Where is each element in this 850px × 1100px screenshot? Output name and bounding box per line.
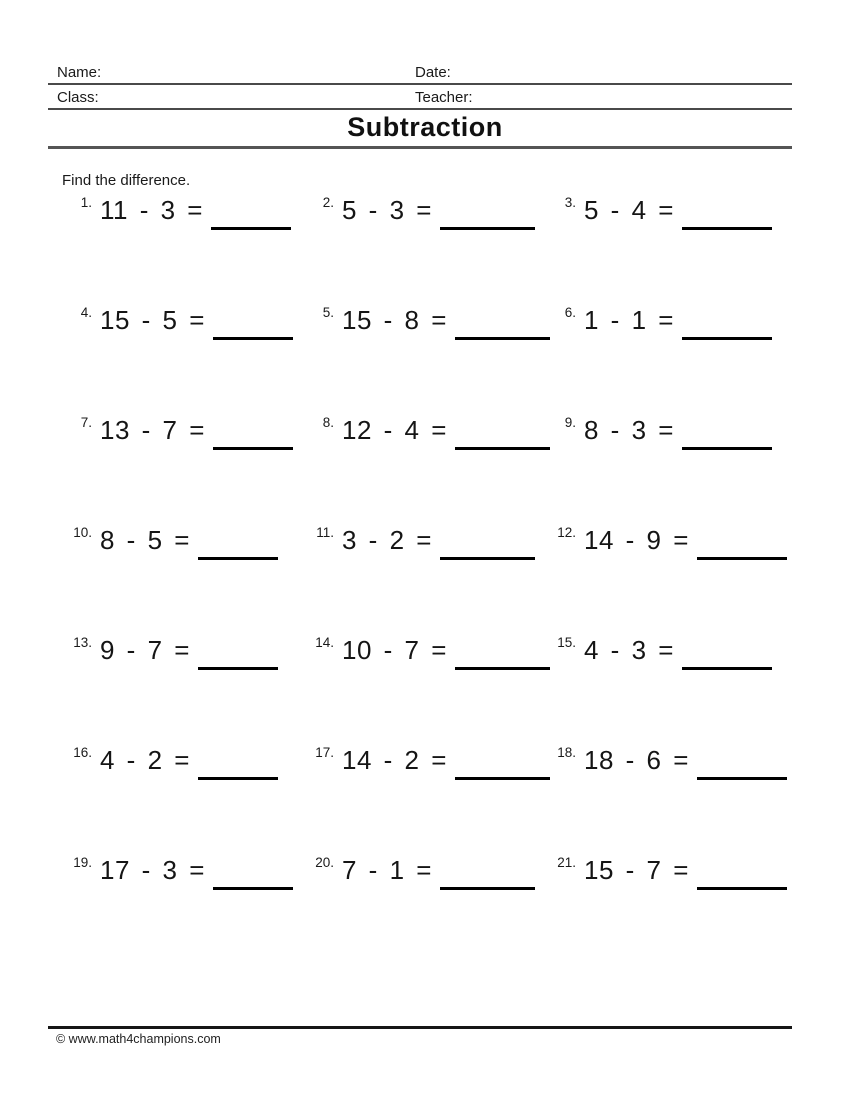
problem-item (64, 415, 306, 525)
footer-rule (48, 1026, 792, 1029)
answer-blank (213, 337, 293, 340)
title-rule (48, 146, 792, 149)
problem-number: 4. (80, 305, 92, 320)
problem-number: 7. (80, 415, 92, 430)
problem-expression: 8 - 5 = (100, 525, 190, 555)
problem-number: 17. (315, 745, 334, 760)
problem-number: 13. (73, 635, 92, 650)
problem-expression: 5 - 4 = (584, 195, 674, 225)
answer-blank (682, 667, 772, 670)
date-label: Date: (415, 64, 451, 81)
problem-number: 14. (315, 635, 334, 650)
answer-blank (682, 447, 772, 450)
name-label: Name: (57, 64, 102, 81)
copyright-text: © www.math4champions.com (56, 1032, 221, 1046)
problem-expression: 12 - 4 = (342, 415, 447, 445)
answer-blank (455, 667, 550, 670)
answer-blank (440, 227, 535, 230)
answer-blank (697, 887, 787, 890)
problem-item (548, 305, 790, 415)
teacher-label: Teacher: (415, 89, 473, 106)
name-date-row (48, 62, 792, 85)
problem-item (306, 415, 548, 525)
answer-blank (440, 887, 535, 890)
problem-expression: 18 - 6 = (584, 745, 689, 775)
answer-blank (440, 557, 535, 560)
problem-number: 20. (315, 855, 334, 870)
answer-blank (198, 667, 278, 670)
problem-item (548, 635, 790, 745)
class-teacher-row (48, 87, 792, 110)
problem-expression: 13 - 7 = (100, 415, 205, 445)
problem-number: 11. (316, 525, 334, 540)
answer-blank (455, 777, 550, 780)
problems-grid (64, 195, 792, 965)
answer-blank (682, 337, 772, 340)
problem-number: 1. (80, 195, 92, 210)
problem-expression: 15 - 8 = (342, 305, 447, 335)
problem-expression: 1 - 1 = (584, 305, 674, 335)
answer-blank (697, 557, 787, 560)
answer-blank (198, 777, 278, 780)
problem-number: 2. (322, 195, 334, 210)
problem-number: 12. (557, 525, 576, 540)
page-title: Subtraction (347, 112, 503, 142)
problem-expression: 3 - 2 = (342, 525, 432, 555)
problem-expression: 11 - 3 = (100, 195, 203, 225)
instruction-text: Find the difference. (62, 172, 191, 189)
problem-expression: 4 - 3 = (584, 635, 674, 665)
problem-item (306, 195, 548, 305)
answer-blank (211, 227, 291, 230)
problem-number: 18. (557, 745, 576, 760)
answer-blank (198, 557, 278, 560)
problem-expression: 10 - 7 = (342, 635, 447, 665)
problem-number: 15. (557, 635, 576, 650)
problem-expression: 14 - 9 = (584, 525, 689, 555)
problem-expression: 7 - 1 = (342, 855, 432, 885)
problem-item (64, 635, 306, 745)
answer-blank (213, 887, 293, 890)
problem-item (548, 855, 790, 965)
problem-item (64, 305, 306, 415)
problem-item (306, 745, 548, 855)
problem-number: 19. (73, 855, 92, 870)
problem-item (306, 305, 548, 415)
problem-number: 6. (564, 305, 576, 320)
problem-number: 10. (73, 525, 92, 540)
problem-number: 3. (564, 195, 576, 210)
problem-number: 16. (73, 745, 92, 760)
answer-blank (213, 447, 293, 450)
problem-expression: 15 - 5 = (100, 305, 205, 335)
problem-item (306, 525, 548, 635)
problem-expression: 9 - 7 = (100, 635, 190, 665)
problem-item (548, 745, 790, 855)
header-fields (48, 62, 792, 110)
problem-expression: 8 - 3 = (584, 415, 674, 445)
problem-number: 9. (564, 415, 576, 430)
problem-item (64, 745, 306, 855)
problem-item (548, 415, 790, 525)
problem-expression: 14 - 2 = (342, 745, 447, 775)
problem-number: 5. (322, 305, 334, 320)
answer-blank (455, 447, 550, 450)
problem-item (64, 195, 306, 305)
problem-item (306, 855, 548, 965)
answer-blank (455, 337, 550, 340)
problem-item (64, 525, 306, 635)
problem-expression: 5 - 3 = (342, 195, 432, 225)
problem-item (306, 635, 548, 745)
problem-item (548, 195, 790, 305)
problem-item (548, 525, 790, 635)
problem-number: 8. (322, 415, 334, 430)
problem-number: 21. (557, 855, 576, 870)
answer-blank (682, 227, 772, 230)
problem-expression: 17 - 3 = (100, 855, 205, 885)
problem-item (64, 855, 306, 965)
problem-expression: 15 - 7 = (584, 855, 689, 885)
class-label: Class: (57, 89, 99, 106)
answer-blank (697, 777, 787, 780)
problem-expression: 4 - 2 = (100, 745, 190, 775)
